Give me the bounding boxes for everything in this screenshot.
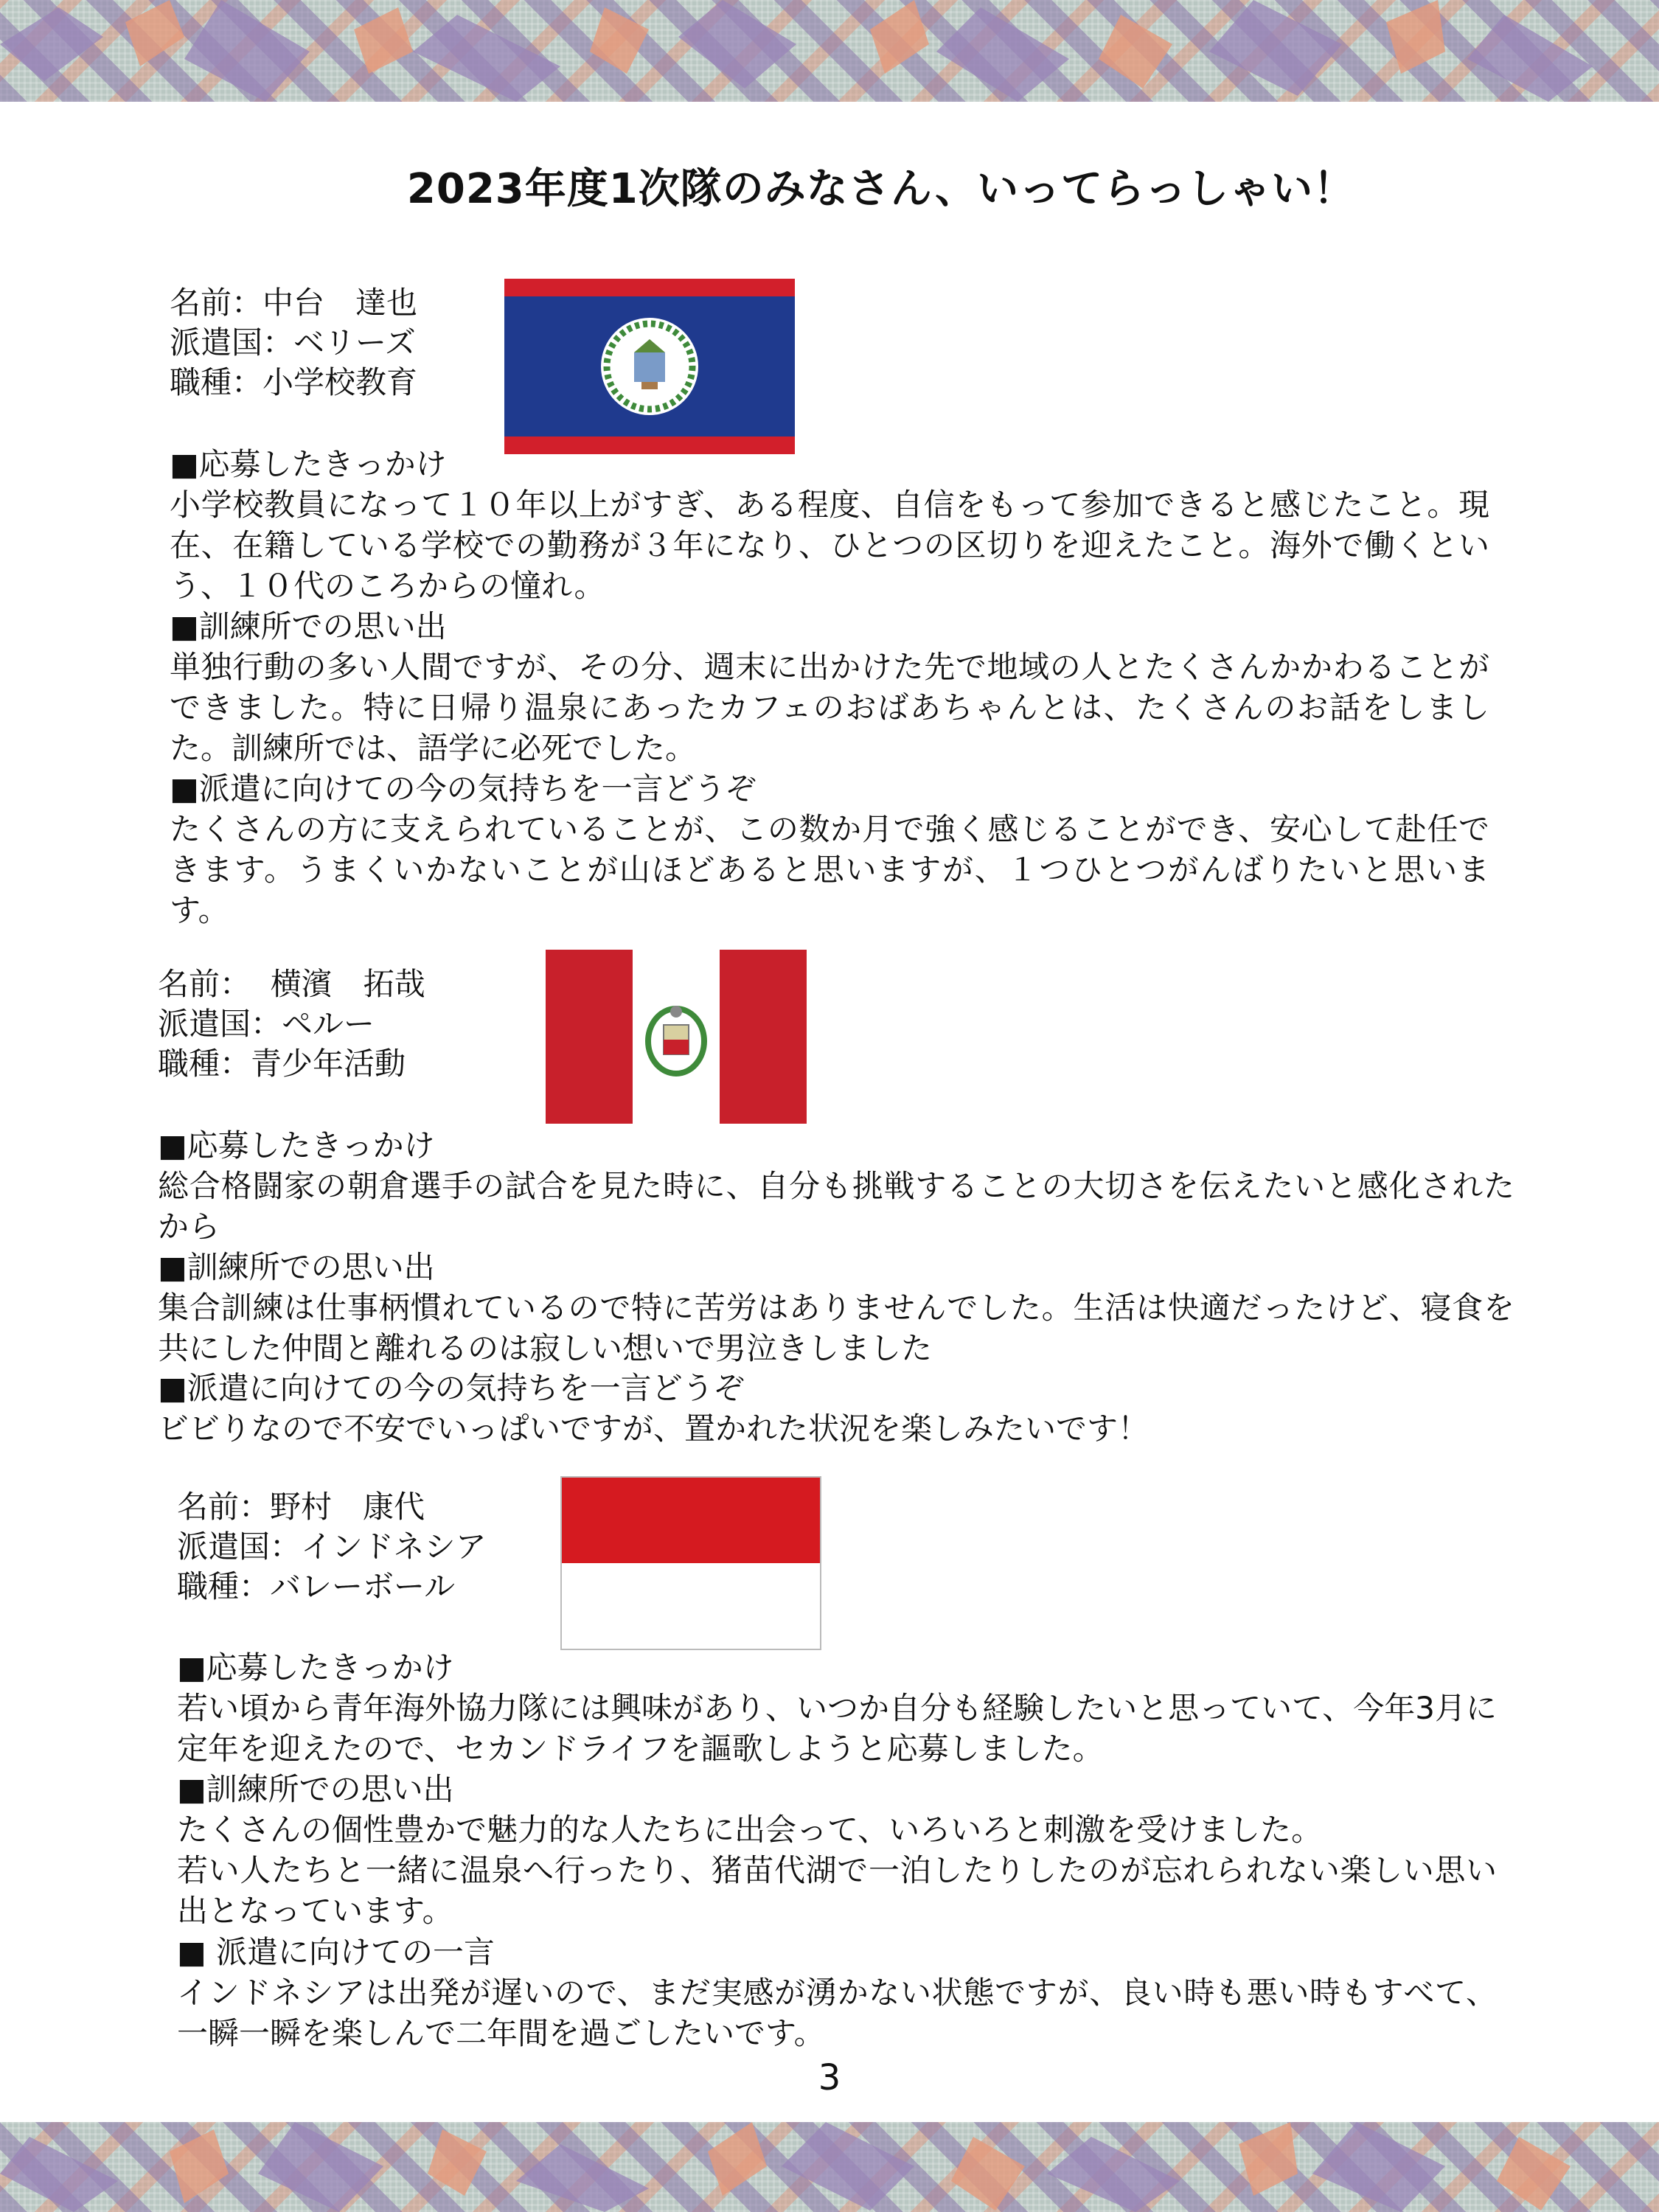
section-heading: ■応募したきっかけ	[170, 446, 447, 482]
woven-pattern-bottom	[0, 2122, 1659, 2212]
section-text: 単独行動の多い人間ですが、その分、週末に出かけた先で地域の人とたくさんかかわることができました。特に日帰り温泉にあったカフェのおばあちゃんとは、たくさんのお話をしました。訓練所では、語学に必死でした。	[170, 649, 1489, 766]
profile-2	[158, 964, 425, 1084]
name-line: 名前：中台 達也	[170, 285, 418, 321]
p3-section-3	[177, 1932, 1497, 2053]
section-heading: ■訓練所での思い出	[158, 1249, 435, 1285]
country-line: 派遣国：インドネシア	[177, 1528, 487, 1565]
p1-section-1	[170, 444, 1489, 606]
p1-section-3	[170, 768, 1489, 931]
p2-section-2	[158, 1247, 1514, 1368]
profile-3	[177, 1487, 487, 1607]
section-heading: ■派遣に向けての今の気持ちを一言どうぞ	[158, 1370, 745, 1406]
p1-section-2	[170, 606, 1489, 768]
peru-flag	[546, 950, 807, 1124]
section-text: 小学校教員になって１０年以上がすぎ、ある程度、自信をもって参加できると感じたこと。現在、在籍している学校での勤務が３年になり、ひとつの区切りを迎えたこと。海外で働くという、１０代のころからの憧れ。	[170, 487, 1489, 604]
indonesia-flag	[560, 1476, 821, 1650]
section-heading: ■派遣に向けての今の気持ちを一言どうぞ	[170, 771, 757, 807]
p2-section-3	[158, 1368, 1514, 1449]
section-text: たくさんの方に支えられていることが、この数か月で強く感じることができ、安心して赴任できます。うまくいかないことが山ほどあると思いますが、１つひとつがんばりたいと思います。	[170, 811, 1489, 928]
job-line: 職種：バレーボール	[177, 1568, 456, 1604]
name-line: 名前： 横濱 拓哉	[158, 966, 425, 1002]
profile-1	[170, 283, 417, 403]
country-line: 派遣国：ペルー	[158, 1006, 375, 1042]
p3-section-2	[177, 1769, 1497, 1931]
section-text: 総合格闘家の朝倉選手の試合を見た時に、自分も挑戦することの大切さを伝えたいと感化されたから	[158, 1168, 1514, 1245]
job-line: 職種：小学校教育	[170, 364, 418, 400]
section-text: たくさんの個性豊かで魅力的な人たちに出会って、いろいろと刺激を受けました。	[177, 1812, 1323, 1848]
page-title: 2023年度1次隊のみなさん、いってらっしゃい！	[406, 165, 1356, 213]
section-heading: ■訓練所での思い出	[177, 1771, 454, 1807]
p2-section-1	[158, 1125, 1514, 1247]
section-text: インドネシアは出発が遅いので、まだ実感が湧かない状態ですが、良い時も悪い時もすべて、一瞬一瞬を楽しんで二年間を過ごしたいです。	[177, 1975, 1497, 2051]
top-woven-banner	[0, 0, 1659, 102]
woven-pattern-top	[0, 0, 1659, 102]
section-heading: ■応募したきっかけ	[177, 1649, 454, 1686]
section-text: 若い頃から青年海外協力隊には興味があり、いつか自分も経験したいと思っていて、今年3月に定年を迎えたので、セカンドライフを謳歌しようと応募しました。	[177, 1690, 1497, 1767]
section-heading: ■訓練所での思い出	[170, 608, 447, 644]
name-line: 名前：野村 康代	[177, 1489, 425, 1525]
section-text: 集合訓練は仕事柄慣れているので特に苦労はありませんでした。生活は快適だったけど、寝食を共にした仲間と離れるのは寂しい想いで男泣きしました	[158, 1290, 1514, 1366]
section-text: ビビりなので不安でいっぱいですが、置かれた状況を楽しみたいです！	[158, 1411, 1150, 1447]
page-number: 3	[818, 2057, 841, 2098]
p3-section-1	[177, 1647, 1497, 1769]
bottom-woven-banner	[0, 2122, 1659, 2212]
job-line: 職種：青少年活動	[158, 1046, 406, 1082]
section-heading: ■ 派遣に向けての一言	[177, 1934, 495, 1970]
section-heading: ■応募したきっかけ	[158, 1127, 435, 1164]
belize-flag	[504, 279, 795, 454]
country-line: 派遣国：ベリーズ	[170, 324, 416, 361]
section-text-2: 若い人たちと一緒に温泉へ行ったり、猪苗代湖で一泊したりしたのが忘れられない楽しい思い出となっています。	[177, 1852, 1497, 1929]
